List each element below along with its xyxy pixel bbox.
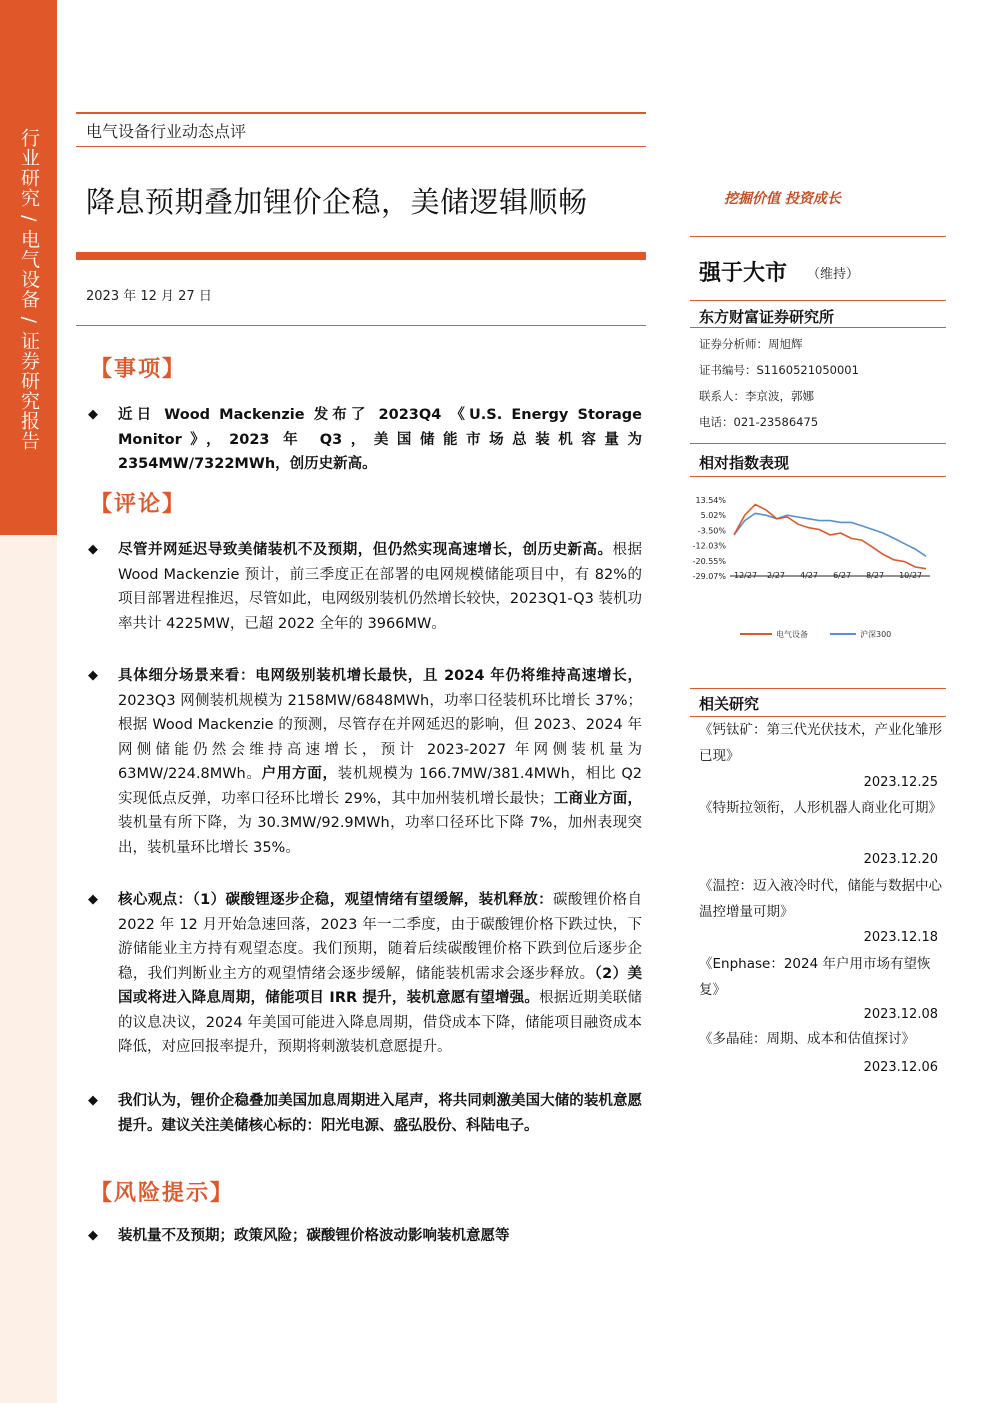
- comment-3-rate-cut-body: 根据近期美联储的议息决议，2024 年美国可能进入降息周期，借贷成本下降，储能项目融资成本降低，对应回报率提升，预期将刺激装机意愿提升。: [118, 990, 642, 1055]
- bullet-diamond-icon: ◆: [88, 542, 98, 557]
- phone: 电话：021-23586475: [699, 415, 819, 429]
- certificate-number: 证书编号：S1160521050001: [699, 363, 859, 377]
- related-item-title[interactable]: 《多晶硅：周期、成本和估值探讨》: [699, 1031, 915, 1047]
- rating: 强于大市: [699, 261, 788, 286]
- comment-2-household: 户用方面，: [261, 766, 338, 782]
- firm-name: 东方财富证券研究所: [699, 308, 835, 326]
- related-research-title: 相关研究: [699, 695, 760, 713]
- comment-2-commercial: 工商业方面，: [553, 790, 642, 807]
- comment-2-household-body: 装机规模为 166.7MW/381.4MWh，相比 Q2 实现低点反弹，功率口径环比增长 29%，其中加州装机增长最快；: [118, 766, 643, 807]
- related-item-date: 2023.12.18: [863, 930, 938, 945]
- x-tick-label: 8/27: [866, 571, 885, 580]
- related-item-title[interactable]: 《钙钛矿：第三代光伏技术，产业化雏形已现》: [699, 722, 942, 764]
- comment-bullet-1-text: [118, 538, 642, 636]
- comment-3-lead: 核心观点：（1）碳酸锂逐步企稳，观望情绪有望缓解，装机释放：: [118, 892, 554, 908]
- sidebar-label: 行业研究 / 电气设备 / 证券研究报告: [18, 128, 40, 451]
- y-tick-label: -12.03%: [692, 541, 726, 551]
- relative-index-chart: [690, 490, 946, 650]
- y-tick-label: 5.02%: [700, 511, 726, 521]
- bullet-diamond-icon: ◆: [88, 668, 98, 683]
- y-tick-labels: [693, 496, 727, 581]
- comment-2-commercial-body: 装机量有所下降，为 30.3MW/92.9MWh，功率口径环比下降 7%，加州表现突出，装机量环比增长 35%。: [118, 815, 642, 856]
- bullet-diamond-icon: ◆: [88, 1093, 98, 1108]
- x-tick-label: 12/27: [734, 571, 758, 580]
- related-item-title[interactable]: 《Enphase：2024 年户用市场有望恢复》: [699, 956, 931, 998]
- related-item-date: 2023.12.06: [863, 1060, 938, 1075]
- right-rule: [690, 236, 946, 237]
- chart-legend: [740, 629, 891, 639]
- x-tick-label: 10/27: [899, 571, 923, 580]
- page-title: 降息预期叠加锂价企稳，美储逻辑顺畅: [86, 185, 588, 219]
- right-rule: [690, 327, 946, 328]
- series-lines: [734, 505, 926, 569]
- right-rule: [690, 688, 946, 689]
- related-item-title[interactable]: 《特斯拉领衔，人形机器人商业化可期》: [699, 800, 942, 816]
- header-rule-bottom: [76, 146, 646, 147]
- y-tick-label: -20.55%: [692, 556, 726, 566]
- related-item-date: 2023.12.20: [863, 852, 938, 867]
- slogan: 挖掘价值 投资成长: [724, 191, 841, 207]
- header-rule-top: [76, 112, 646, 114]
- section-comment-heading: 【评论】: [90, 492, 187, 517]
- section-event-heading: 【事项】: [90, 357, 187, 382]
- right-rule: [690, 300, 946, 301]
- comment-3-body: 碳酸锂价格自 2022 年 12 月开始急速回落，2023 年一二季度，由于碳酸锂价格下跌过快，下游储能业主方持有观望态度。我们预期，随着后续碳酸锂价格下跌到位后逐步企稳，我们判断业主方的观望情绪会逐步缓解，储能装机需求会逐步释放。: [118, 892, 642, 982]
- rating-note: （维持）: [807, 267, 860, 282]
- comment-2-lead: 具体细分场景来看：电网级别装机增长最快，且 2024 年仍将维持高速增长，: [118, 668, 642, 684]
- section-risk-heading: 【风险提示】: [90, 1181, 235, 1206]
- related-item-date: 2023.12.25: [863, 775, 938, 790]
- left-sidebar: [0, 0, 57, 1403]
- right-rule: [690, 443, 946, 444]
- x-tick-label: 2/27: [767, 571, 785, 580]
- y-tick-label: -3.50%: [697, 526, 726, 536]
- related-item-title[interactable]: 《温控：迈入液冷时代，储能与数据中心温控增量可期》: [699, 878, 942, 920]
- bullet-diamond-icon: ◆: [88, 407, 98, 422]
- related-item-date: 2023.12.08: [863, 1007, 938, 1022]
- comment-2-body: 2023Q3 网侧装机规模为 2158MW/6848MWh，功率口径装机环比增长 37%；根据 Wood Mackenzie 的预测，尽管存在并网延迟的影响，但 2023、2024 年网侧储能仍然会维持高速增长，预计 2023-2027 年网侧装机量为 63MW/224.8MWh。: [118, 692, 642, 782]
- right-rule: [690, 476, 946, 477]
- sidebar-accent-block: [0, 0, 57, 535]
- comment-1-lead: 尽管并网延迟导致美储装机不及预期，但仍然实现高速增长，创历史新高。: [118, 542, 613, 558]
- risk-bullet-text: 装机量不及预期；政策风险；碳酸锂价格波动影响装机意愿等: [118, 1228, 510, 1244]
- x-tick-label: 6/27: [833, 571, 852, 580]
- bullet-diamond-icon: ◆: [88, 892, 98, 907]
- comment-bullet-2-text: [118, 664, 642, 860]
- date-rule: [76, 325, 646, 326]
- comment-1-body: 根据 Wood Mackenzie 预计，前三季度正在部署的电网规模储能项目中，有 82%的项目部署进程推迟，尽管如此，电网级别装机仍然增长较快，2023Q1-Q3 装机功率共计 4225MW，已超 2022 全年的 3966MW。: [118, 542, 643, 632]
- bullet-diamond-icon: ◆: [88, 1228, 98, 1243]
- analyst: 证券分析师：周旭辉: [699, 337, 803, 351]
- comment-bullet-4-text: 我们认为，锂价企稳叠加美国加息周期进入尾声，将共同刺激美国大储的装机意愿提升。建议关注美储核心标的：阳光电源、盛弘股份、科陆电子。: [118, 1093, 642, 1134]
- report-category: 电气设备行业动态点评: [86, 122, 247, 141]
- title-accent-bar: [76, 252, 646, 260]
- event-bullet-text: 近日 Wood Mackenzie 发布了 2023Q4 《U.S. Energy Storage Monitor》，2023 年 Q3，美国储能市场总装机容量为 2354MW/7322MWh，创历史新高。: [118, 407, 642, 472]
- comment-3-rate-cut: （2）美国或将进入降息周期，储能项目 IRR 提升，装机意愿有望增强。: [118, 965, 642, 1006]
- y-tick-label: -29.07%: [692, 572, 726, 581]
- legend-label-electrical: 电气设备: [776, 630, 808, 639]
- comment-bullet-3-text: [118, 888, 642, 1060]
- x-tick-label: 4/27: [800, 571, 818, 580]
- contact: 联系人：李京波，郭娜: [699, 389, 814, 403]
- report-date: 2023 年 12 月 27 日: [86, 289, 212, 304]
- chart-title: 相对指数表现: [699, 454, 790, 472]
- legend-label-hs300: 沪深300: [860, 630, 892, 639]
- y-tick-label: 13.54%: [695, 496, 726, 505]
